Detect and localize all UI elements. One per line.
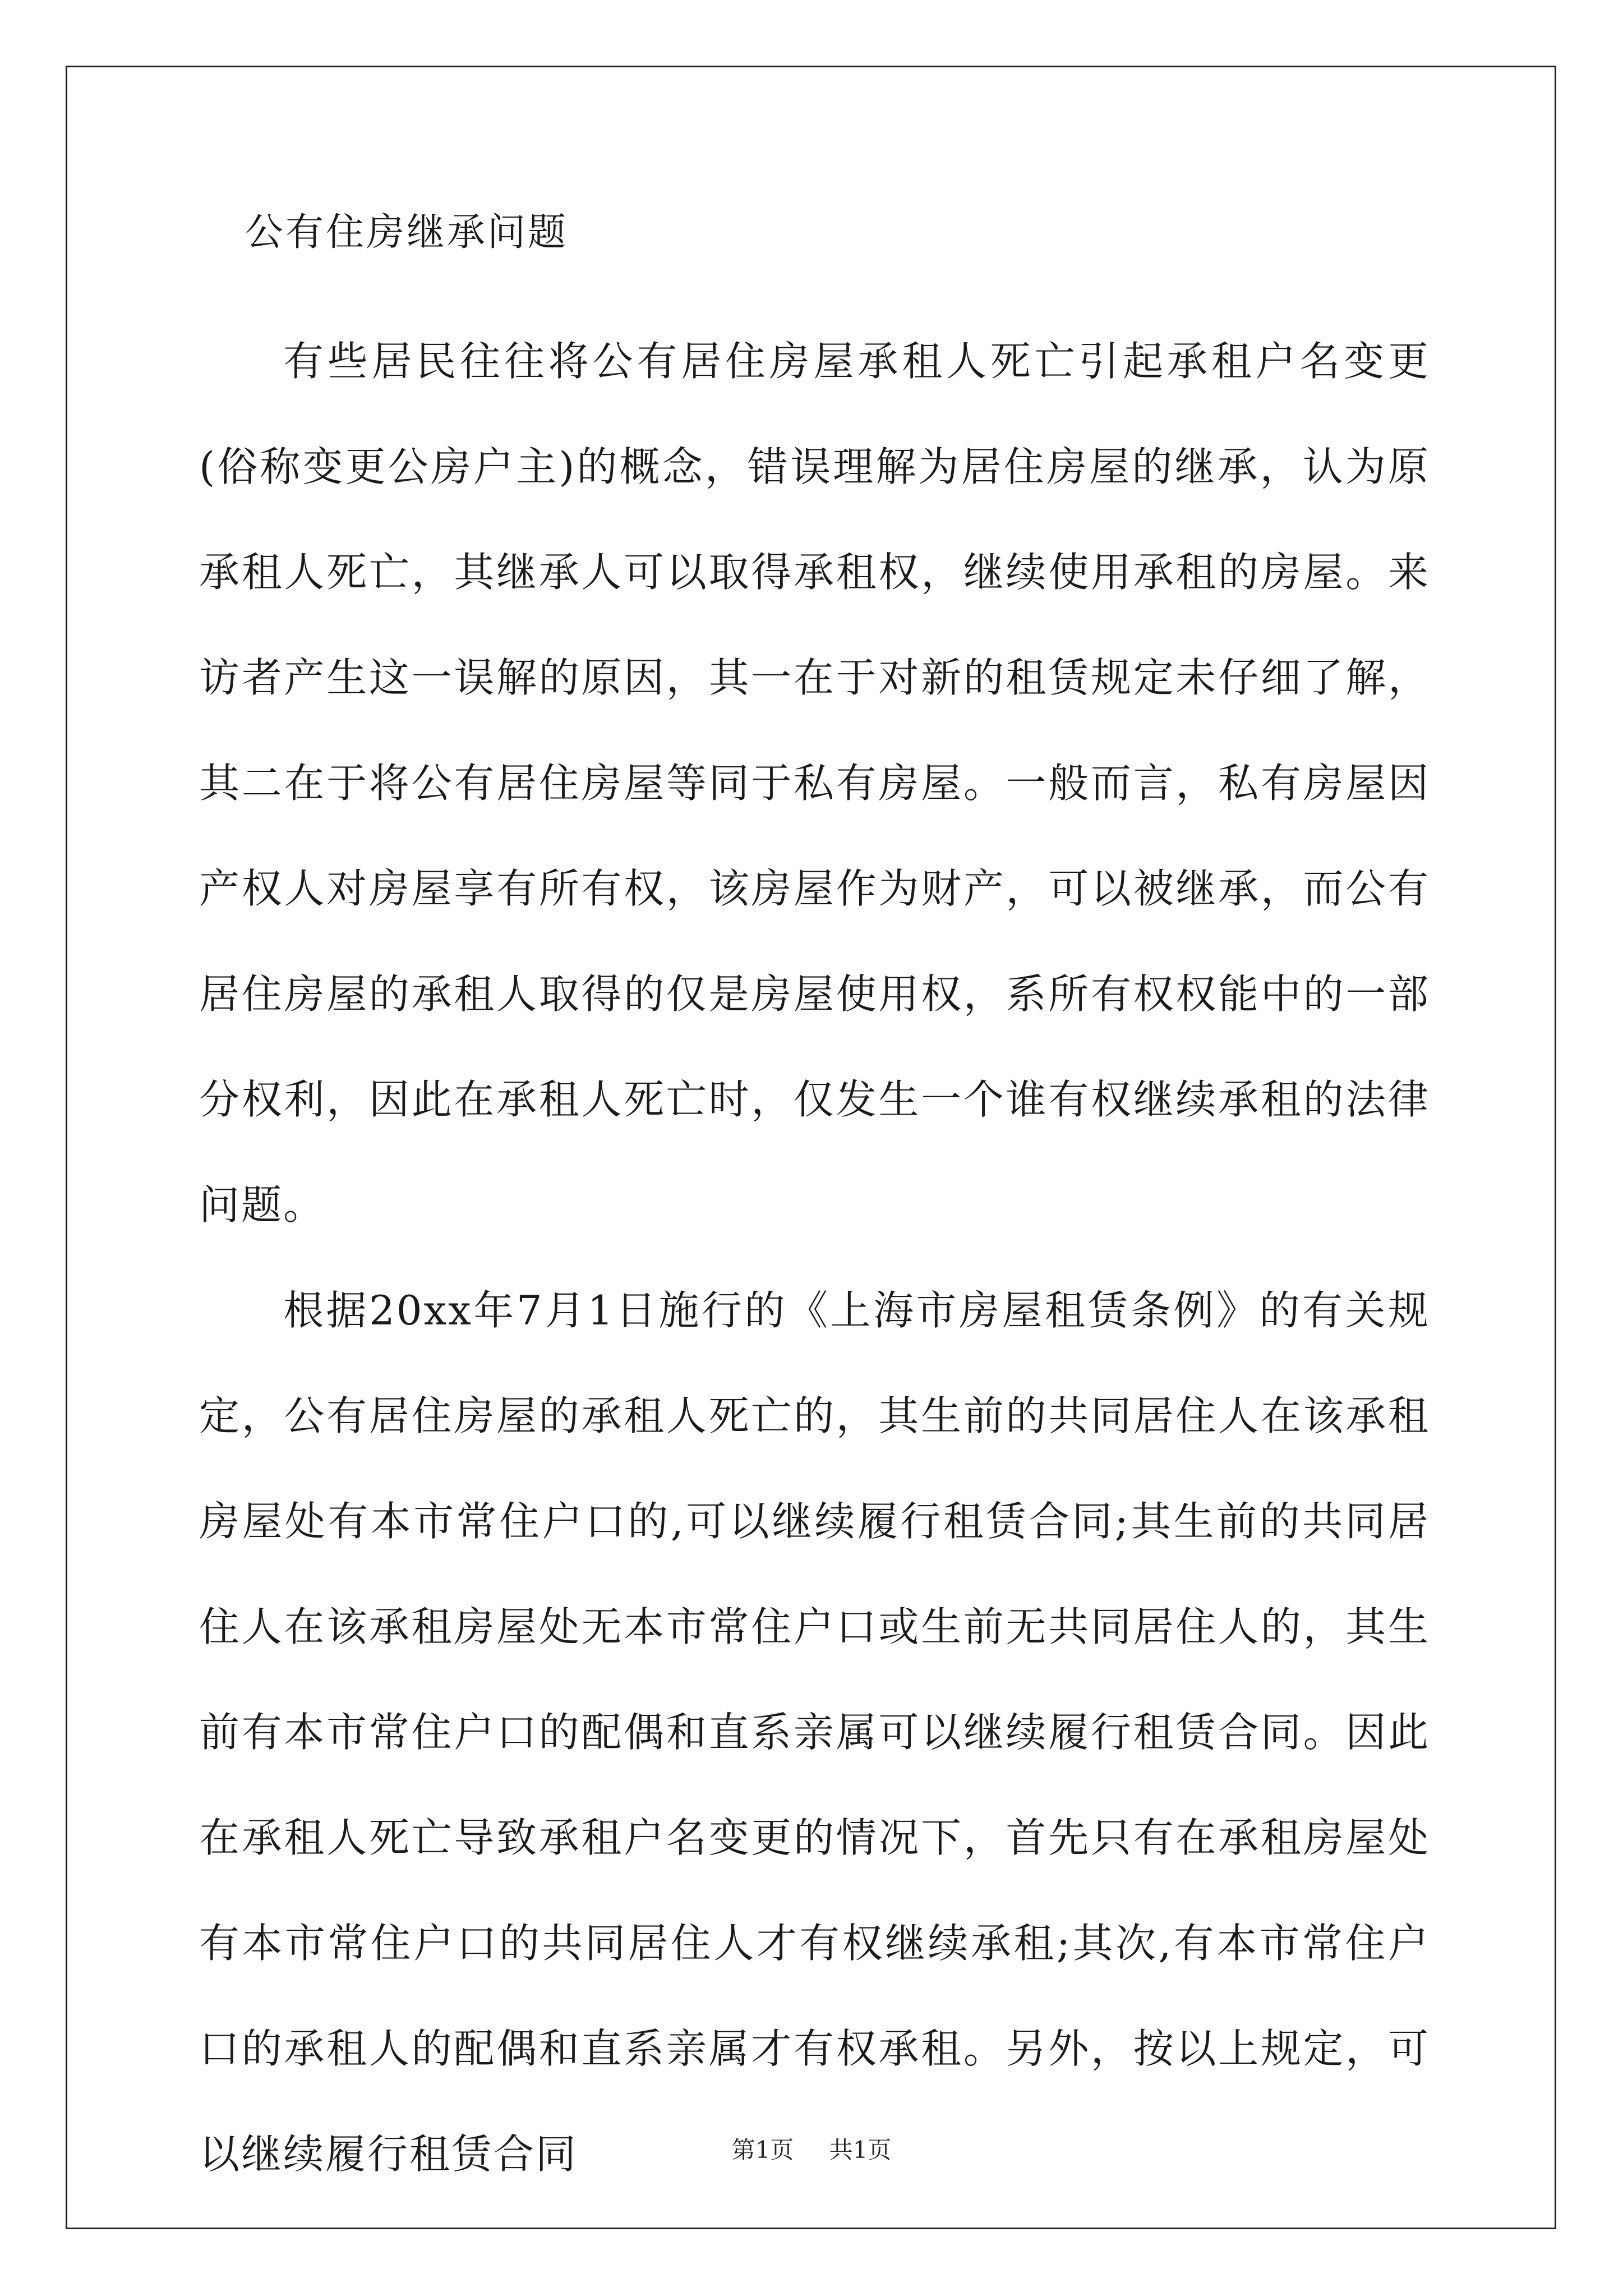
- paragraph-2: 根据20xx年7月1日施行的《上海市房屋租赁条例》的有关规定，公有居住房屋的承租人死亡的，其生前的共同居住人在该承租房屋处有本市常住户口的,可以继续履行租赁合同;其生前的共同居住人在该承租房屋处无本市常住户口或生前无共同居住人的，其生前有本市常住户口的配偶和直系亲属可以继续履行租赁合同。因此在承租人死亡导致承租户名变更的情况下，首先只有在承租房屋处有本市常住户口的共同居住人才有权继续承租;其次,有本市常住户口的承租人的配偶和直系亲属才有权承租。另外，按以上规定，可以继续履行租赁合同: [199, 1287, 1430, 2178]
- page-number-current: 第1页: [731, 2136, 794, 2164]
- page-footer: [0, 2134, 1623, 2166]
- document-body: [199, 208, 1430, 2207]
- paragraph-1: 有些居民往往将公有居住房屋承租人死亡引起承租户名变更(俗称变更公房户主)的概念，错误理解为居住房屋的继承，认为原承租人死亡，其继承人可以取得承租权，继续使用承租的房屋。来访者产生这一误解的原因，其一在于对新的租赁规定未仔细了解，其二在于将公有居住房屋等同于私有房屋。一般而言，私有房屋因产权人对房屋享有所有权，该房屋作为财产，可以被继承，而公有居住房屋的承租人取得的仅是房屋使用权，系所有权权能中的一部分权利，因此在承租人死亡时，仅发生一个谁有权继续承租的法律问题。: [199, 338, 1430, 1228]
- document-title: 公有住房继承问题: [245, 210, 569, 255]
- page-number-total: 共1页: [829, 2136, 892, 2164]
